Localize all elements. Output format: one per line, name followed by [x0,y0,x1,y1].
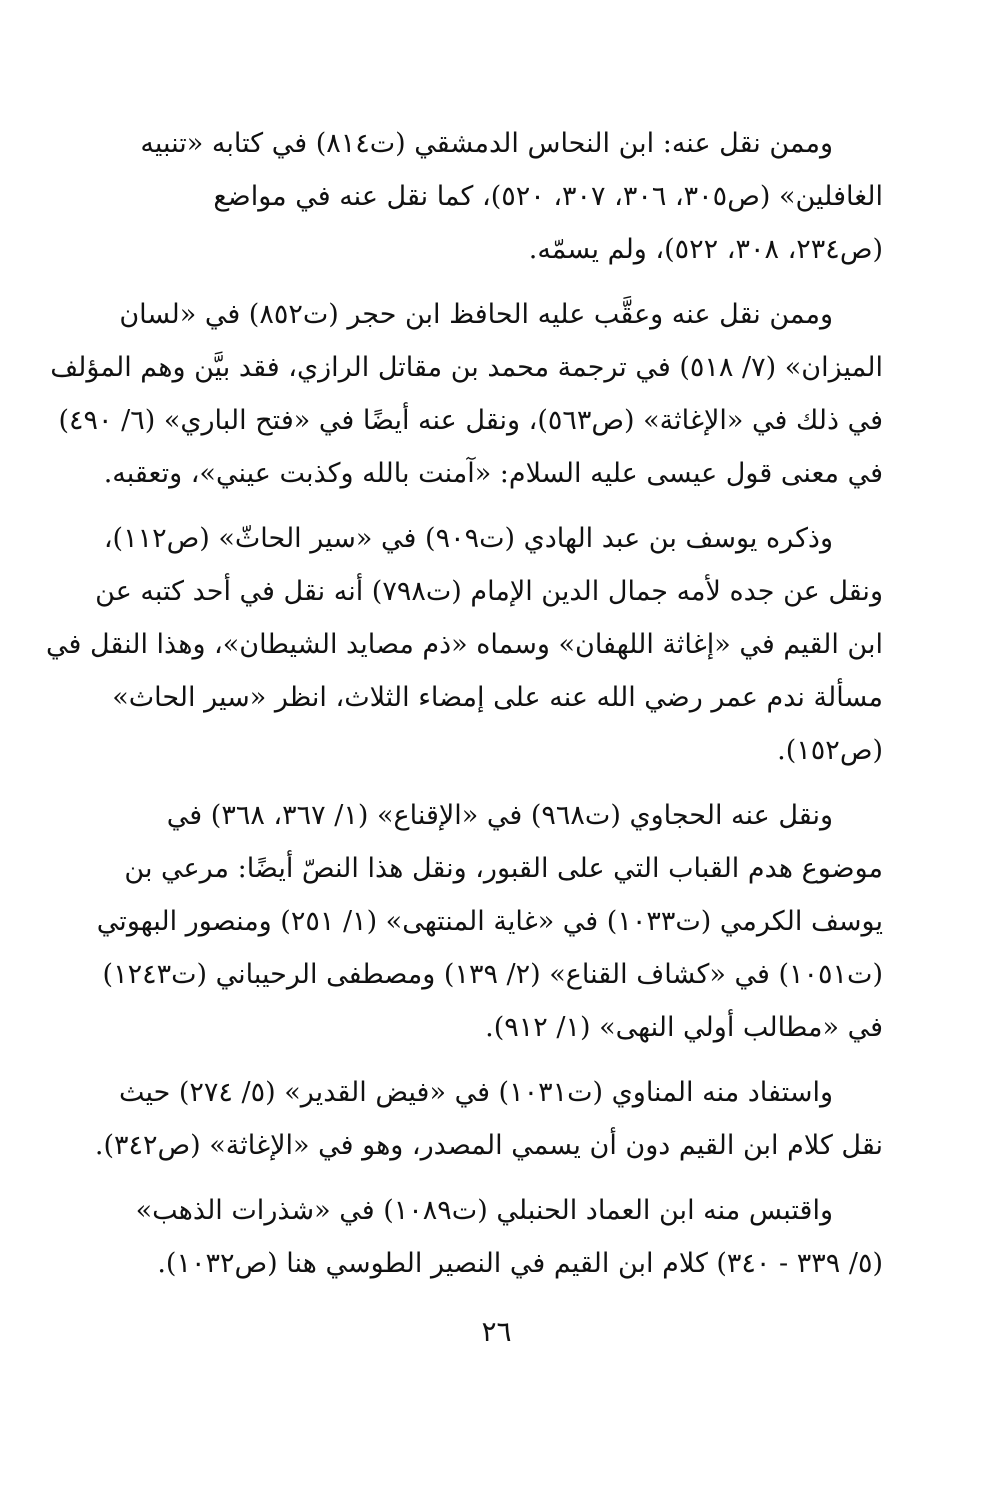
paragraph-ibn-nahhas [103,117,883,276]
paragraph-spacer [103,777,883,789]
page-number: ٢٦ [481,1315,512,1348]
paragraph-spacer [103,1172,883,1184]
text-line: وممن نقل عنه وعقَّب عليه الحافظ ابن حجر (ت٨٥٢) في «لسان [119,299,833,330]
paragraph-yusuf-ibn-abd-al-hadi [45,512,883,777]
text-line: (ص٢٣٤، ٣٠٨، ٥٢٢)، ولم يسمّه. [528,234,883,265]
text-line: الميزان» (٧/ ٥١٨) في ترجمة محمد بن مقاتل الرازي، فقد بيَّن وهم المؤلف [50,352,883,383]
paragraph-ibn-al-imad [103,1184,883,1290]
paragraph-ibn-hajar [50,288,883,500]
text-line: يوسف الكرمي (ت١٠٣٣) في «غاية المنتهى» (١/ ٢٥١) ومنصور البهوتي [96,906,883,937]
text-line: ونقل عنه الحجاوي (ت٩٦٨) في «الإقناع» (١/ ٣٦٧، ٣٦٨) في [166,800,833,831]
text-line: في ذلك في «الإغاثة» (ص٥٦٣)، ونقل عنه أيضًا في «فتح الباري» (٦/ ٤٩٠) [58,405,883,436]
paragraph-munawi [94,1066,883,1172]
text-line: ابن القيم في «إغاثة اللهفان» وسماه «ذم مصايد الشيطان»، وهذا النقل في [45,629,883,660]
text-line: مسألة ندم عمر رضي الله عنه على إمضاء الثلاث، انظر «سير الحاث» [112,682,883,713]
text-line: (ص١٥٢). [777,735,883,766]
text-line: وذكره يوسف بن عبد الهادي (ت٩٠٩) في «سير الحاثّ» (ص١١٢)، [103,523,833,554]
text-line: وممن نقل عنه: ابن النحاس الدمشقي (ت٨١٤) في كتابه «تنبيه [140,128,833,159]
text-line: (ت١٠٥١) في «كشاف القناع» (٢/ ١٣٩) ومصطفى الرحيباني (ت١٢٤٣) [102,959,883,990]
text-line: ونقل عن جده لأمه جمال الدين الإمام (ت٧٩٨) أنه نقل في أحد كتبه عن [95,576,883,607]
text-line: الغافلين» (ص٣٠٥، ٣٠٦، ٣٠٧، ٥٢٠)، كما نقل عنه في مواضع [213,181,883,212]
text-line: في معنى قول عيسى عليه السلام: «آمنت بالله وكذبت عيني»، وتعقبه. [103,458,883,489]
text-line: موضوع هدم القباب التي على القبور، ونقل هذا النصّ أيضًا: مرعي بن [124,853,883,884]
paragraph-spacer [103,276,883,288]
paragraph-spacer [103,500,883,512]
body-text [45,117,883,1290]
text-line: (٥/ ٣٣٩ - ٣٤٠) كلام ابن القيم في النصير الطوسي هنا (ص١٠٣٢). [157,1248,883,1279]
text-line: واقتبس منه ابن العماد الحنبلي (ت١٠٨٩) في «شذرات الذهب» [135,1195,833,1226]
paragraph-spacer [103,1054,883,1066]
text-line: في «مطالب أولي النهى» (١/ ٩١٢). [485,1012,883,1043]
text-line: واستفاد منه المناوي (ت١٠٣١) في «فيض القدير» (٥/ ٢٧٤) حيث [118,1077,833,1108]
paragraph-hajjawi [96,789,883,1054]
text-line: نقل كلام ابن القيم دون أن يسمي المصدر، وهو في «الإغاثة» (ص٣٤٢). [94,1130,883,1161]
